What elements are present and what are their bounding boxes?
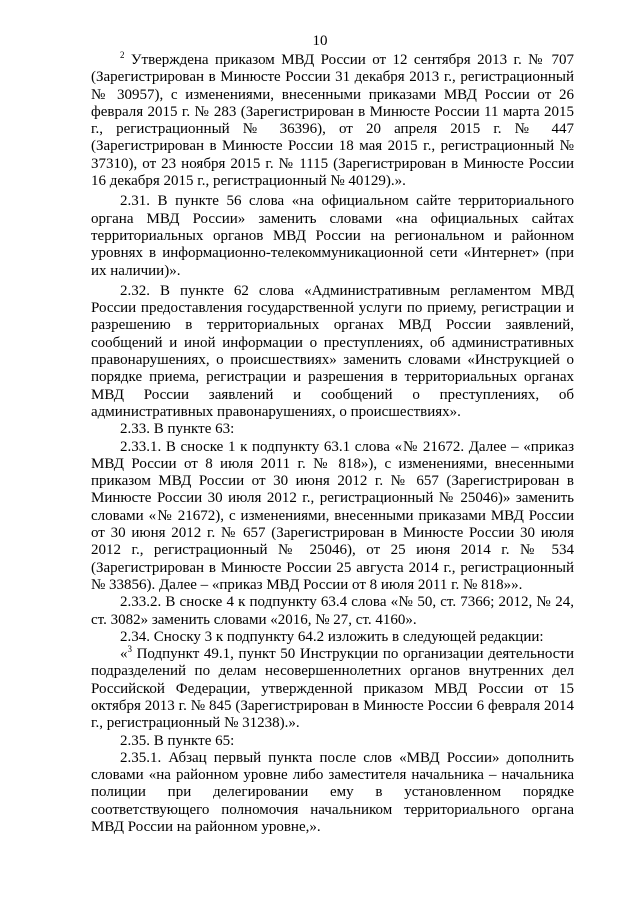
document-body	[91, 52, 574, 836]
footnote-paragraph	[91, 52, 574, 190]
footnote-marker: 2	[120, 50, 125, 60]
paragraph-2-35: 2.35. В пункте 65:	[120, 732, 235, 749]
paragraph-2-33-2: 2.33.2. В сноске 4 к подпункту 63.4 слова «№ 50, ст. 7366; 2012, № 24, ст. 3082» заменить словами «2016, № 27, ст. 4160».	[91, 594, 574, 628]
quote-open: «	[120, 646, 128, 663]
footnote-text: Утверждена приказом МВД России от 12 сентября 2013 г. № 707 (Зарегистрирован в Минюсте России 31 декабря 2013 г., регистрационный № 30957), с изменениями, внесенными приказами МВД России от 26 февраля 2015 г. № 283 (Зарегистрирован в Минюсте России 11 марта 2015 г., регистрационный № 36396), от 20 апреля 2015 г. № 447 (Зарегистрирован в Минюсте России 18 мая 2015 г., регистрационный № 37310), от 23 ноября 2015 г. № 1115 (Зарегистрирован в Минюсте России 16 декабря 2015 г., регистрационный № 40129).».	[91, 52, 574, 190]
paragraph-2-32: 2.32. В пункте 62 слова «Административным регламентом МВД России предоставления государственной услуги по приему, регистрации и разрешению в территориальных органах МВД России заявлений, сообщений и иной информации о преступлениях, об административных правонарушениях, о происшествиях» заменить словами «Инструкцией о порядке приема, регистрации и разрешения в территориальных органах МВД России заявлений и сообщений о преступлениях, об административных правонарушениях, о происшествиях».	[91, 282, 574, 420]
paragraph-2-31: 2.31. В пункте 56 слова «на официальном сайте территориального органа МВД России» заменить словами «на официальных сайтах территориальных органов МВД России на региональном и районном уровнях в информационно-телекоммуникационной сети «Интернет» (при их наличии)».	[91, 193, 574, 279]
footnote-3-text: Подпункт 49.1, пункт 50 Инструкции по организации деятельности подразделений по делам несовершеннолетних органов внутренних дел Российской Федерации, утвержденной приказом МВД России от 15 октября 2013 г. № 845 (Зарегистрирован в Минюсте России 6 февраля 2014 г., регистрационный № 31238).».	[91, 646, 574, 732]
page-number: 10	[312, 33, 328, 49]
paragraph-2-33-1: 2.33.1. В сноске 1 к подпункту 63.1 слова «№ 21672. Далее – «приказ МВД России от 8 июля 2011 г. № 818»), с изменениями, внесенными приказом МВД России от 30 июня 2012 г. № 657 (Зарегистрирован в Минюсте России 30 июля 2012 г., регистрационный № 25046)» заменить словами «№ 21672), с изменениями, внесенными приказами МВД России от 30 июня 2012 г. № 657 (Зарегистрирован в Минюсте России 30 июля 2012 г., регистрационный № 25046), от 25 июня 2014 г. № 534 (Зарегистрирован в Минюсте России 25 августа 2014 г., регистрационный № 33856). Далее – «приказ МВД России от 8 июля 2011 г. № 818»».	[91, 438, 574, 593]
paragraph-2-35-1: 2.35.1. Абзац первый пункта после слов «МВД России» дополнить словами «на районном уровне либо заместителя начальника – начальника полиции при делегировании ему в установленном порядке соответствующего полномочия начальником территориального органа МВД России на районном уровне,».	[91, 749, 574, 836]
paragraph-2-33: 2.33. В пункте 63:	[120, 421, 235, 438]
paragraph-2-34: 2.34. Сноску 3 к подпункту 64.2 изложить в следующей редакции:	[120, 628, 544, 645]
footnote-marker-3: 3	[127, 644, 132, 655]
paragraph-footnote-3	[91, 646, 574, 732]
